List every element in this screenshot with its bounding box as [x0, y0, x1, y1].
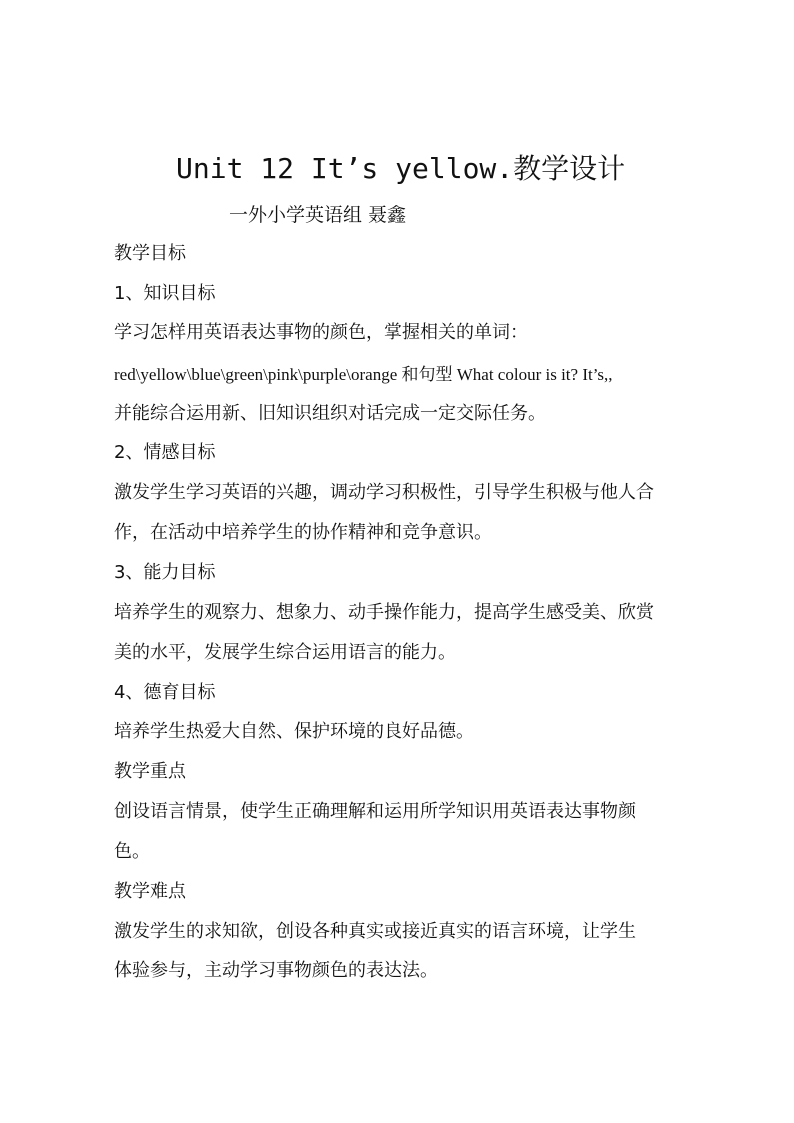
- paragraph-line: 美的水平，发展学生综合运用语言的能力。: [114, 642, 456, 663]
- section-heading-knowledge-goals: 1、知识目标: [114, 283, 216, 304]
- paragraph-line: 激发学生的求知欲，创设各种真实或接近真实的语言环境，让学生: [114, 921, 636, 942]
- paragraph-line: 作，在活动中培养学生的协作精神和竞争意识。: [114, 522, 492, 543]
- section-heading-teaching-goals: 教学目标: [114, 243, 186, 264]
- section-heading-ability-goals: 3、能力目标: [114, 562, 216, 583]
- paragraph-line-vocabulary: red\yellow\blue\green\pink\purple\orange 和句型 What colour is it? It’s,,: [114, 365, 613, 384]
- section-heading-key-points: 教学重点: [114, 761, 186, 782]
- paragraph-line: 激发学生学习英语的兴趣，调动学习积极性，引导学生积极与他人合: [114, 482, 654, 503]
- paragraph-line: 体验参与，主动学习事物颜色的表达法。: [114, 960, 438, 981]
- paragraph-line: 并能综合运用新、旧知识组织对话完成一定交际任务。: [114, 403, 546, 424]
- paragraph-line: 色。: [114, 841, 150, 862]
- paragraph-line: 创设语言情景，使学生正确理解和运用所学知识用英语表达事物颜: [114, 801, 636, 822]
- paragraph-line: 学习怎样用英语表达事物的颜色，掌握相关的单词：: [114, 322, 528, 343]
- section-heading-emotional-goals: 2、情感目标: [114, 442, 216, 463]
- section-heading-difficulties: 教学难点: [114, 881, 186, 902]
- paragraph-line: 培养学生的观察力、想象力、动手操作能力，提高学生感受美、欣赏: [114, 602, 654, 623]
- section-heading-moral-goals: 4、德育目标: [114, 682, 216, 703]
- document-title: Unit 12 It’s yellow.教学设计: [176, 152, 626, 185]
- paragraph-line: 培养学生热爱大自然、保护环境的良好品德。: [114, 721, 474, 742]
- document-subtitle: 一外小学英语组 聂鑫: [229, 204, 407, 226]
